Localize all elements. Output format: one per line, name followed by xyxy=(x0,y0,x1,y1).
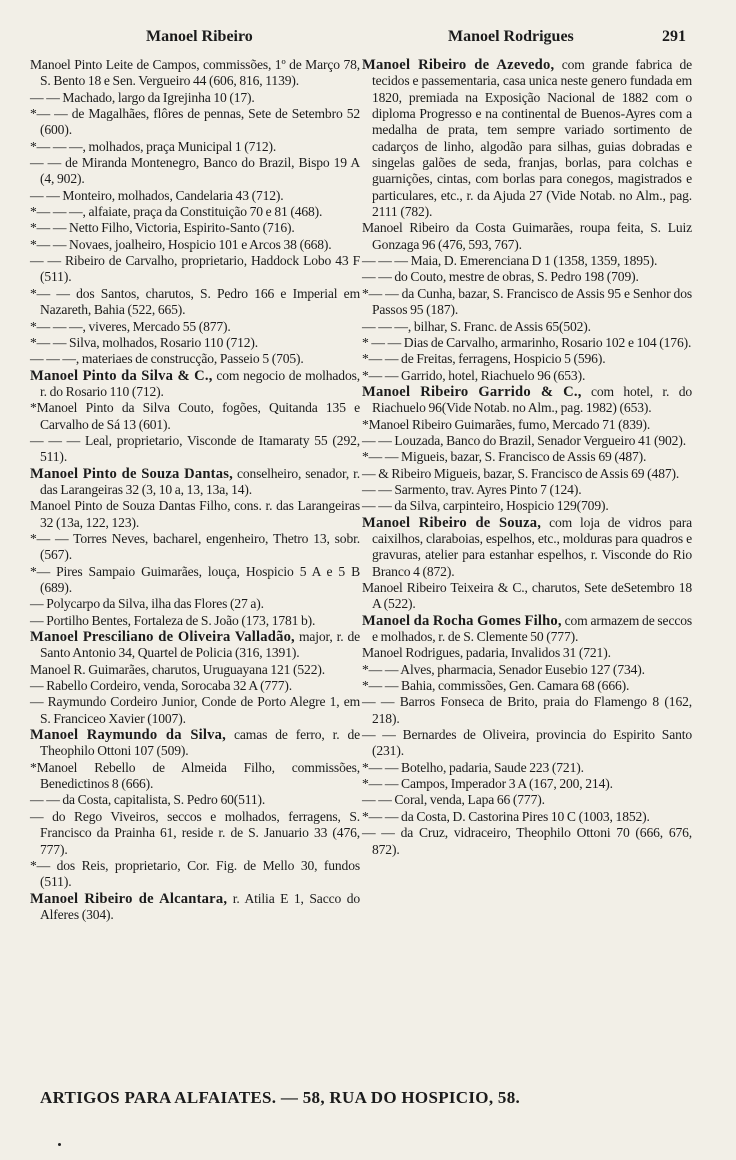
entry-name: — — xyxy=(30,253,61,269)
entry-text: Leal, proprietario, Visconde de Itamaraty 55 (292, 511). xyxy=(40,432,360,465)
directory-entry xyxy=(362,269,692,285)
entry-name: — — xyxy=(30,155,62,171)
entry-text: Rebello de Almeida Filho, commissões, Benedictinos 8 (666). xyxy=(40,759,360,792)
entry-text: materiaes de construcção, Passeio 5 (705). xyxy=(81,351,304,367)
directory-entry xyxy=(30,809,360,858)
directory-entry xyxy=(30,629,360,662)
directory-entry xyxy=(30,613,360,629)
entry-text: bilhar, S. Franc. de Assis 65(502). xyxy=(413,318,591,334)
entry-name: *— — xyxy=(362,776,399,792)
entry-name: — xyxy=(30,612,44,628)
running-head-left: Manoel Ribeiro xyxy=(146,28,253,45)
entry-name: Manoel da Rocha Gomes Filho, xyxy=(362,612,562,629)
entry-name: — xyxy=(30,678,44,694)
directory-entry xyxy=(30,237,360,253)
directory-entry xyxy=(362,417,692,433)
entry-name: — xyxy=(30,808,44,824)
directory-entry xyxy=(362,433,692,449)
entry-name: *— — xyxy=(362,449,399,465)
entry-name: Manoel xyxy=(30,57,71,72)
directory-entry xyxy=(362,613,692,646)
entry-text: Ribeiro de Carvalho, proprietario, Haddock Lobo 43 F (511). xyxy=(40,253,360,285)
directory-entry xyxy=(362,351,692,367)
entry-name: *— — xyxy=(30,106,68,122)
directory-entry xyxy=(362,645,692,661)
directory-entry xyxy=(362,727,692,760)
directory-entry xyxy=(362,449,692,465)
page-header xyxy=(30,28,686,50)
directory-entry xyxy=(30,678,360,694)
entry-text: Alves, pharmacia, Senador Eusebio 127 (734). xyxy=(400,661,645,677)
left-column xyxy=(30,57,360,923)
entry-name: Manoel Raymundo da Silva, xyxy=(30,727,226,744)
entry-text: & Ribeiro Migueis, bazar, S. Francisco de Assis 69 (487). xyxy=(378,465,680,481)
directory-entry xyxy=(362,825,692,858)
entry-text: alfaiate, praça da Constituição 70 e 81 (468). xyxy=(88,204,323,220)
entry-name: — — — xyxy=(362,253,408,269)
directory-entry xyxy=(30,760,360,793)
entry-text: Louzada, Banco do Brazil, Senador Vergueiro 41 (902). xyxy=(394,432,686,448)
directory-entry xyxy=(30,596,360,612)
directory-entry xyxy=(30,858,360,891)
directory-entry xyxy=(362,515,692,580)
entry-text: Migueis, bazar, S. Francisco de Assis 69 (487). xyxy=(401,449,647,465)
entry-name: — — xyxy=(362,825,395,841)
entry-name: Manoel Ribeiro de Alcantara, xyxy=(30,890,228,907)
directory-entry xyxy=(362,220,692,253)
page-number: 291 xyxy=(662,28,686,45)
entry-text: viveres, Mercado 55 (877). xyxy=(88,318,231,334)
entry-text: Barros Fonseca de Brito, praia do Flamengo 8 (162, 218). xyxy=(372,694,692,726)
entry-name: *Manoel xyxy=(30,759,78,775)
entry-text: Polycarpo da Silva, ilha das Flores (27 a). xyxy=(46,596,264,612)
directory-entry xyxy=(30,204,360,220)
directory-entry xyxy=(30,727,360,760)
entry-name: *— — xyxy=(362,285,399,301)
entry-name: *— — xyxy=(362,367,399,383)
directory-entry xyxy=(30,400,360,433)
entry-text: Coral, venda, Lapa 66 (777). xyxy=(394,792,545,808)
directory-entry xyxy=(30,466,360,499)
entry-text: Bahia, commissões, Gen. Camara 68 (666). xyxy=(401,678,630,694)
entry-text: Dias de Carvalho, armarinho, Rosario 102 e 104 (176). xyxy=(403,334,692,350)
entry-text: de Magalhães, flôres de pennas, Sete de Setembro 52 (600). xyxy=(40,106,360,138)
entry-text: Pinto Leite de Campos, commissões, 1º de Março 78, S. Bento 18 e Sen. Vergueiro 44 (606, 816, 1139). xyxy=(40,57,361,89)
entry-name: Manoel xyxy=(362,220,403,236)
directory-entry xyxy=(30,433,360,466)
directory-entry xyxy=(30,792,360,808)
entry-text: Torres Neves, bacharel, engenheiro, Thetro 13, sobr. (567). xyxy=(40,530,360,563)
entry-name: Manoel Ribeiro de Souza, xyxy=(362,514,542,531)
entry-text: Novaes, joalheiro, Hospicio 101 e Arcos 38 (668). xyxy=(69,236,332,252)
entry-name: — xyxy=(30,694,44,710)
directory-entry xyxy=(362,384,692,417)
entry-text: de Miranda Montenegro, Banco do Brazil, Bispo 19 A (4, 902). xyxy=(40,155,361,187)
entry-text: Rodrigues, padaria, Invalidos 31 (721). xyxy=(405,645,611,661)
entry-text: Campos, Imperador 3 A (167, 200, 214). xyxy=(401,776,613,792)
directory-entry xyxy=(362,335,692,351)
entry-name: *— — xyxy=(362,759,399,775)
entry-name: *— — xyxy=(362,678,399,694)
entry-text: Rabello Cordeiro, venda, Sorocaba 32 A (777). xyxy=(46,678,293,694)
entry-text: Raymundo Cordeiro Junior, Conde de Porto Alegre 1, em S. Franciceo Xavier (1007). xyxy=(40,694,360,726)
entry-text: Machado, largo da Igrejinha 10 (17). xyxy=(62,89,255,105)
entry-name: — — xyxy=(30,792,60,808)
directory-entry xyxy=(362,809,692,825)
entry-name: *— — xyxy=(30,285,70,301)
entry-name: — — xyxy=(362,792,392,808)
entry-name: * — — xyxy=(362,334,402,350)
directory-entry xyxy=(30,286,360,319)
entry-name: Manoel xyxy=(30,661,71,677)
directory-entry xyxy=(30,498,360,531)
entry-text: da Costa, capitalista, S. Pedro 60(511). xyxy=(62,792,266,808)
entry-text: Sarmento, trav. Ayres Pinto 7 (124). xyxy=(394,481,582,497)
entry-name: *— xyxy=(30,563,51,579)
directory-entry xyxy=(30,106,360,139)
entry-name: *— — xyxy=(30,334,67,350)
entry-name: *Manoel xyxy=(362,416,410,432)
entry-name: — — xyxy=(30,187,60,203)
entry-name: — — —, xyxy=(362,318,412,334)
entry-name: Manoel Presciliano de Oliveira Valladão, xyxy=(30,629,295,646)
entry-name: — — xyxy=(362,481,392,497)
entry-text: R. Guimarães, charutos, Uruguayana 121 (522). xyxy=(73,661,325,677)
directory-entry xyxy=(30,57,360,90)
entry-text: da Cruz, vidraceiro, Theophilo Ottoni 70 (666, 676, 872). xyxy=(372,825,693,857)
entry-name: *— — xyxy=(30,220,67,236)
directory-entry xyxy=(30,188,360,204)
entry-name: *— — —, xyxy=(30,138,86,154)
entry-text: da Silva, carpinteiro, Hospicio 129(709). xyxy=(394,498,609,514)
entry-name: *— xyxy=(30,857,51,873)
ink-speck xyxy=(58,1143,61,1146)
entry-text: Ribeiro Guimarães, fumo, Mercado 71 (839). xyxy=(412,416,651,432)
entry-text: r. Atilia E 1, Sacco do Alferes (304). xyxy=(40,890,360,922)
entry-text: Garrido, hotel, Riachuelo 96 (653). xyxy=(401,367,586,383)
entry-text: Netto Filho, Victoria, Espirito-Santo (716). xyxy=(69,220,295,236)
entry-text: conselheiro, senador, r. das Larangeiras 32 (3, 10 a, 13, 13a, 14). xyxy=(40,465,360,497)
entry-name: — — — xyxy=(30,432,81,448)
entry-text: molhados, praça Municipal 1 (712). xyxy=(88,138,277,154)
entry-name: *Manoel xyxy=(30,400,78,416)
entry-name: Manoel Pinto da Silva & C., xyxy=(30,367,213,384)
entry-name: *— — xyxy=(362,808,399,824)
entry-text: Monteiro, molhados, Candelaria 43 (712). xyxy=(62,187,284,203)
entry-text: Bernardes de Oliveira, provincia do Espirito Santo (231). xyxy=(372,727,693,759)
directory-entry xyxy=(362,678,692,694)
directory-entry xyxy=(362,286,692,319)
entry-text: com armazem de seccos e molhados, r. de S. Clemente 50 (777). xyxy=(372,612,692,645)
entry-name: Manoel Pinto de Souza Dantas, xyxy=(30,465,233,482)
entry-text: camas de ferro, r. de Theophilo Ottoni 107 (509). xyxy=(40,727,361,759)
entry-text: Ribeiro Teixeira & C., charutos, Sete deSetembro 18 A (522). xyxy=(372,580,692,612)
directory-entry xyxy=(30,335,360,351)
directory-entry xyxy=(30,253,360,286)
entry-text: com grande fabrica de tecidos e passementaria, casa unica neste genero fundada em 1820, premiada na Exposição Nacional de 1882 com o diploma Progresso e na continental de Buenos-Ayres com a medalha de prata, tem sempre variado sortimento de cadarços de linho, algodão para silhas, guias dobradas e singelas galões de seda, franjas, borlas, para colchas e guarnições, cintas, com borlas para conegos, magistrados e particulares, etc., r. da Ajuda 27 (Vide Notab. no Alm., pag. 2111 (782). xyxy=(372,57,692,220)
advertisement-footer: ARTIGOS PARA ALFAIATES. — 58, RUA DO HOSPICIO, 58. xyxy=(40,1088,521,1107)
entry-name: — — xyxy=(362,694,395,710)
entry-text: Silva, molhados, Rosario 110 (712). xyxy=(69,334,259,350)
directory-entry xyxy=(362,368,692,384)
directory-entry xyxy=(30,368,360,401)
entry-name: *— — xyxy=(30,236,67,252)
directory-entry xyxy=(30,891,360,924)
directory-entry xyxy=(362,466,692,482)
entry-text: major, r. de Santo Antonio 34, Quartel de Policia (316, 1391). xyxy=(40,629,361,661)
entry-name: — — xyxy=(362,498,392,514)
directory-entry xyxy=(30,351,360,367)
entry-text: Botelho, padaria, Saude 223 (721). xyxy=(401,759,584,775)
entry-text: do Rego Viveiros, seccos e molhados, ferragens, S. Francisco da Prainha 61, reside r. de S. Januario 33 (476, 777). xyxy=(40,808,360,857)
entry-text: dos Reis, proprietario, Cor. Fig. de Mello 30, fundos (511). xyxy=(40,857,360,890)
directory-entry xyxy=(362,482,692,498)
entry-name: *— — xyxy=(362,351,399,367)
directory-entry xyxy=(362,792,692,808)
entry-name: — — xyxy=(362,432,392,448)
entry-text: Maia, D. Emerenciana D 1 (1358, 1359, 1895). xyxy=(410,253,658,269)
entry-text: de Freitas, ferragens, Hospicio 5 (596). xyxy=(401,351,606,367)
entry-text: Ribeiro da Costa Guimarães, roupa feita, S. Luiz Gonzaga 96 (476, 593, 767). xyxy=(372,220,693,252)
entry-text: com negocio de molhados, r. do Rosario 110 (712). xyxy=(40,367,360,399)
directory-entry xyxy=(30,139,360,155)
entry-name: — — xyxy=(362,269,392,285)
directory-entry xyxy=(30,220,360,236)
entry-name: Manoel xyxy=(362,580,403,595)
entry-name: Manoel Ribeiro de Azevedo, xyxy=(362,57,555,73)
running-head-right: Manoel Rodrigues xyxy=(448,28,574,45)
entry-name: *— — —, xyxy=(30,318,86,334)
directory-entry xyxy=(362,776,692,792)
entry-name: — — —, xyxy=(30,351,80,367)
entry-name: — — xyxy=(362,727,396,743)
entry-text: dos Santos, charutos, S. Pedro 166 e Imperial em Nazareth, Bahia (522, 665). xyxy=(40,285,360,318)
directory-entry xyxy=(362,662,692,678)
directory-entry xyxy=(362,694,692,727)
directory-entry xyxy=(30,694,360,727)
entry-name: *— — —, xyxy=(30,204,86,220)
entry-text: da Cunha, bazar, S. Francisco de Assis 95 e Senhor dos Passos 95 (187). xyxy=(372,285,692,318)
entry-text: Pinto da Silva Couto, fogões, Quitanda 135 e Carvalho de Sá 13 (601). xyxy=(40,400,361,432)
directory-entry xyxy=(362,498,692,514)
directory-entry xyxy=(362,760,692,776)
directory-entry xyxy=(362,319,692,335)
entry-name: — xyxy=(362,465,376,481)
directory-entry xyxy=(30,319,360,335)
entry-text: Portilho Bentes, Fortaleza de S. João (173, 1781 b). xyxy=(46,612,316,628)
entry-text: Pires Sampaio Guimarães, louça, Hospicio 5 A e 5 B (689). xyxy=(40,563,361,595)
entry-text: com hotel, r. do Riachuelo 96(Vide Notab. no Alm., pag. 1982) (653). xyxy=(372,383,692,416)
right-column xyxy=(362,57,692,858)
directory-entry xyxy=(362,580,692,613)
directory-entry xyxy=(362,253,692,269)
directory-entry xyxy=(30,564,360,597)
entry-name: Manoel xyxy=(30,498,71,514)
entry-name: Manoel Ribeiro Garrido & C., xyxy=(362,383,582,400)
entry-text: com loja de vidros para caixilhos, claraboias, espelhos, etc., molduras para quadros e gravuras, atelier para estanhar espelhos, r. Visconde do Rio Branco 4 (872). xyxy=(372,514,693,579)
entry-text: da Costa, D. Castorina Pires 10 C (1003, 1852). xyxy=(401,808,650,824)
directory-entry xyxy=(30,662,360,678)
entry-name: — xyxy=(30,596,44,612)
directory-entry xyxy=(30,531,360,564)
entry-name: *— — xyxy=(30,530,69,546)
directory-entry xyxy=(30,155,360,188)
directory-entry xyxy=(362,57,692,220)
directory-entry xyxy=(30,90,360,106)
entry-name: — — xyxy=(30,89,60,105)
entry-name: *— — xyxy=(362,661,399,677)
entry-name: Manoel xyxy=(362,645,403,661)
entry-text: Pinto de Souza Dantas Filho, cons. r. das Larangeiras 32 (13a, 122, 123). xyxy=(40,498,360,530)
entry-text: do Couto, mestre de obras, S. Pedro 198 (709). xyxy=(394,269,639,285)
